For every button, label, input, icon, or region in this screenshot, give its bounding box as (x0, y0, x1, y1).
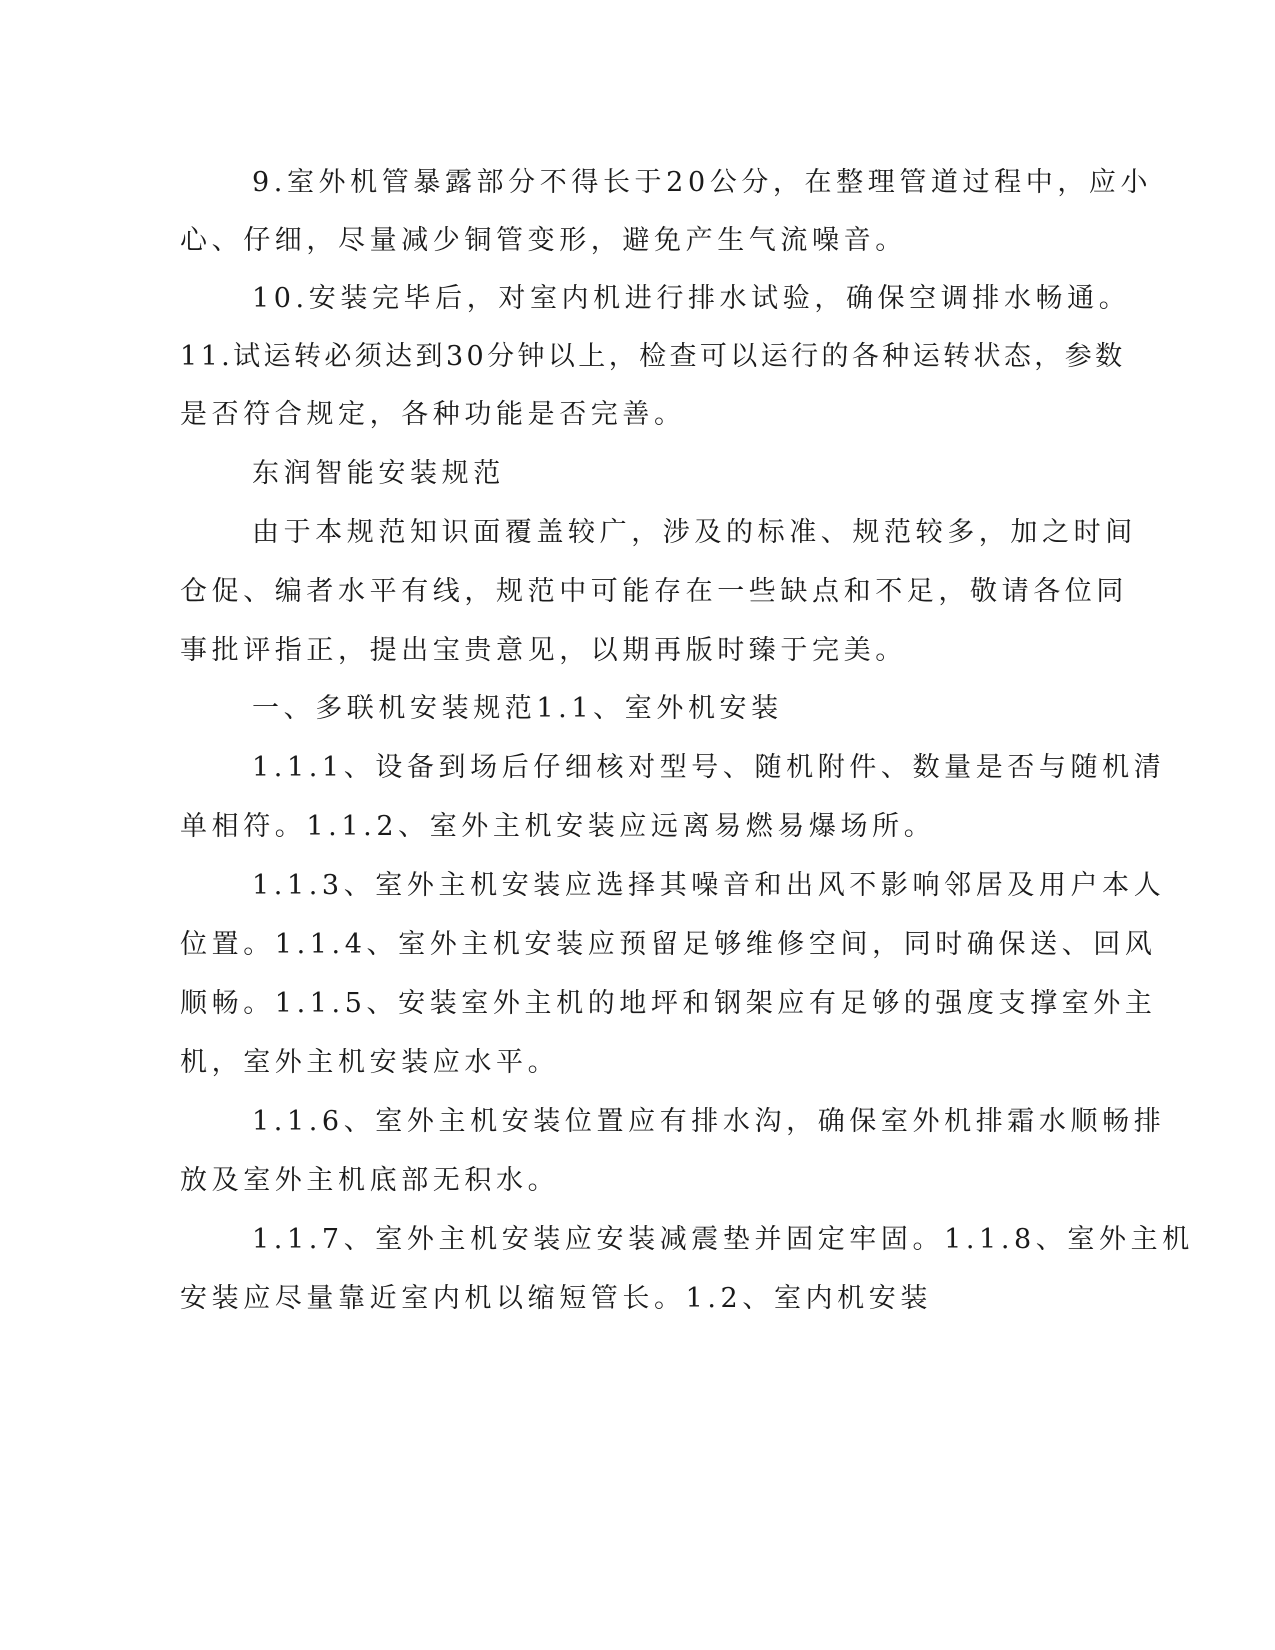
section-title: 东润智能安装规范 (252, 458, 505, 489)
text-line: 放及室外主机底部无积水。 (180, 1165, 560, 1196)
text-line: 10.安装完毕后，对室内机进行排水试验，确保空调排水畅通。 (252, 283, 1131, 314)
text-line: 心、仔细，尽量减少铜管变形，避免产生气流噪音。 (180, 225, 907, 256)
text-line: 仓促、编者水平有线，规范中可能存在一些缺点和不足，敬请各位同 (180, 576, 1128, 607)
text-line: 顺畅。1.1.5、安装室外主机的地坪和钢架应有足够的强度支撑室外主 (180, 988, 1157, 1019)
text-line: 位置。1.1.4、室外主机安装应预留足够维修空间，同时确保送、回风 (180, 929, 1157, 960)
text-line: 1.1.1、设备到场后仔细核对型号、随机附件、数量是否与随机清 (252, 752, 1166, 783)
text-line: 事批评指正，提出宝贵意见，以期再版时臻于完美。 (180, 635, 907, 666)
text-line: 安装应尽量靠近室内机以缩短管长。1.2、室内机安装 (180, 1283, 932, 1314)
text-line: 11.试运转必须达到30分钟以上，检查可以运行的各种运转状态，参数 (180, 341, 1126, 372)
text-line: 1.1.3、室外主机安装应选择其噪音和出风不影响邻居及用户本人 (252, 870, 1166, 901)
text-line: 1.1.7、室外主机安装应安装减震垫并固定牢固。1.1.8、室外主机 (252, 1224, 1194, 1255)
section-heading: 一、多联机安装规范1.1、室外机安装 (252, 693, 783, 724)
text-line: 是否符合规定，各种功能是否完善。 (180, 399, 686, 430)
text-line: 由于本规范知识面覆盖较广，涉及的标准、规范较多，加之时间 (252, 517, 1137, 548)
text-line: 机，室外主机安装应水平。 (180, 1047, 560, 1078)
text-line: 单相符。1.1.2、室外主机安装应远离易燃易爆场所。 (180, 811, 936, 842)
text-line: 9.室外机管暴露部分不得长于20公分，在整理管道过程中，应小 (252, 167, 1153, 198)
text-line: 1.1.6、室外主机安装位置应有排水沟，确保室外机排霜水顺畅排 (252, 1106, 1166, 1137)
